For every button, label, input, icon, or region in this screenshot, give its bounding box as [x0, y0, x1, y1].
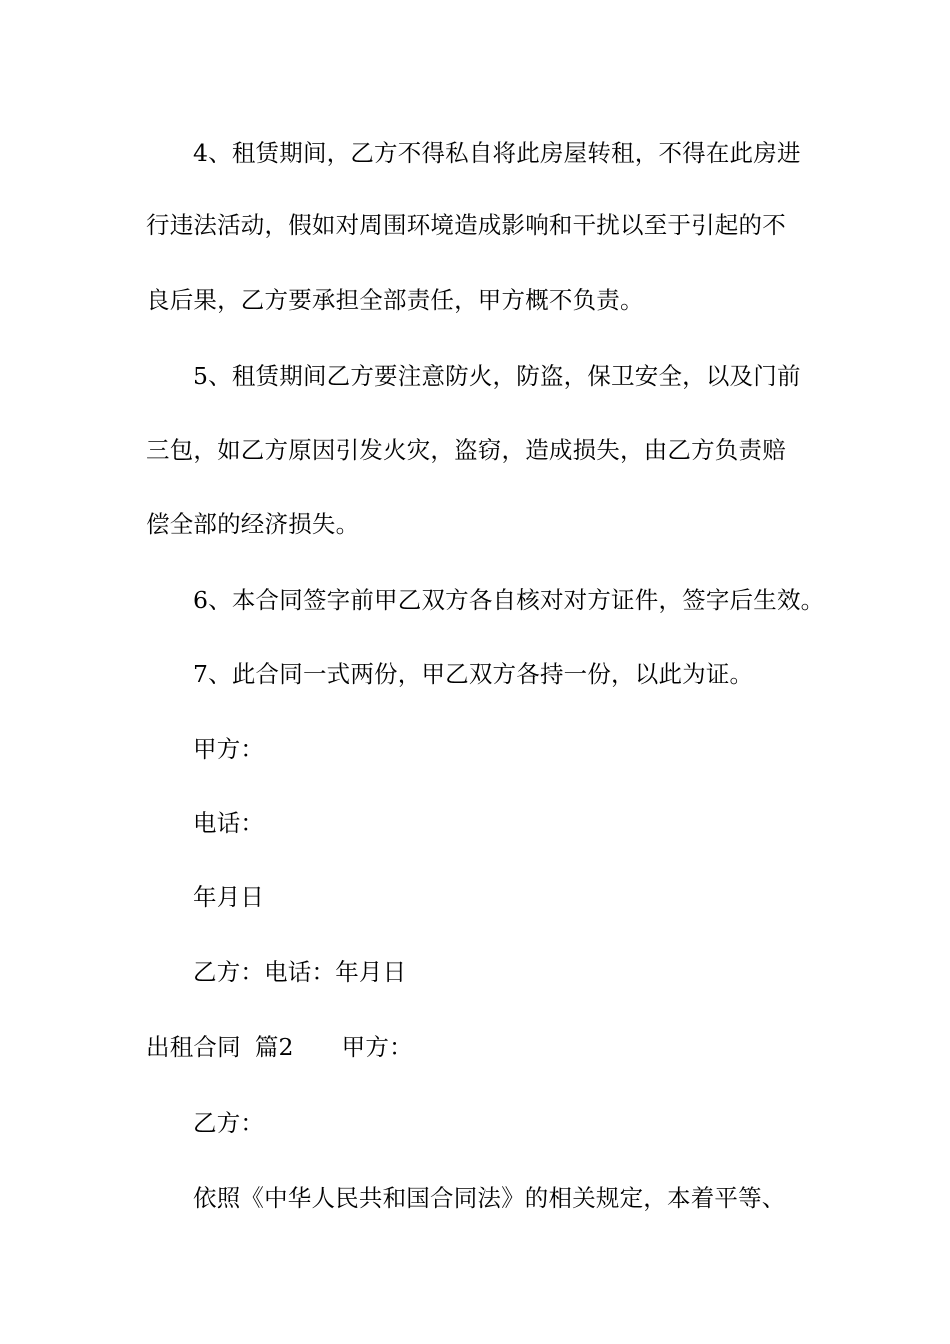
party-b-signature-line: 乙方：电话：年月日 [193, 958, 407, 986]
paragraph-line: 6、本合同签字前甲乙双方各自核对对方证件，签字后生效。 [193, 586, 825, 614]
paragraph-line: 5、租赁期间乙方要注意防火，防盗，保卫安全，以及门前 [193, 362, 801, 390]
paragraph-line: 三包，如乙方原因引发火灾，盗窃，造成损失，由乙方负责赔 [146, 436, 786, 464]
section-title: 出租合同 [146, 1033, 241, 1061]
party-a-label: 甲方： [193, 735, 265, 763]
phone-label: 电话： [193, 809, 265, 837]
section-number: 篇2 [254, 1033, 294, 1061]
paragraph-line: 4、租赁期间，乙方不得私自将此房屋转租，不得在此房进 [193, 139, 801, 167]
paragraph-line: 7、此合同一式两份，甲乙双方各持一份，以此为证。 [193, 660, 754, 688]
paragraph-line: 依照《中华人民共和国合同法》的相关规定，本着平等、 [193, 1184, 786, 1212]
section-heading [146, 1032, 413, 1062]
date-label: 年月日 [193, 883, 265, 911]
section-party-a-label: 甲方： [341, 1033, 413, 1061]
party-b-label: 乙方： [193, 1109, 265, 1137]
paragraph-line: 行违法活动，假如对周围环境造成影响和干扰以至于引起的不 [146, 211, 786, 239]
paragraph-line: 偿全部的经济损失。 [146, 510, 360, 538]
paragraph-line: 良后果，乙方要承担全部责任，甲方概不负责。 [146, 286, 644, 314]
